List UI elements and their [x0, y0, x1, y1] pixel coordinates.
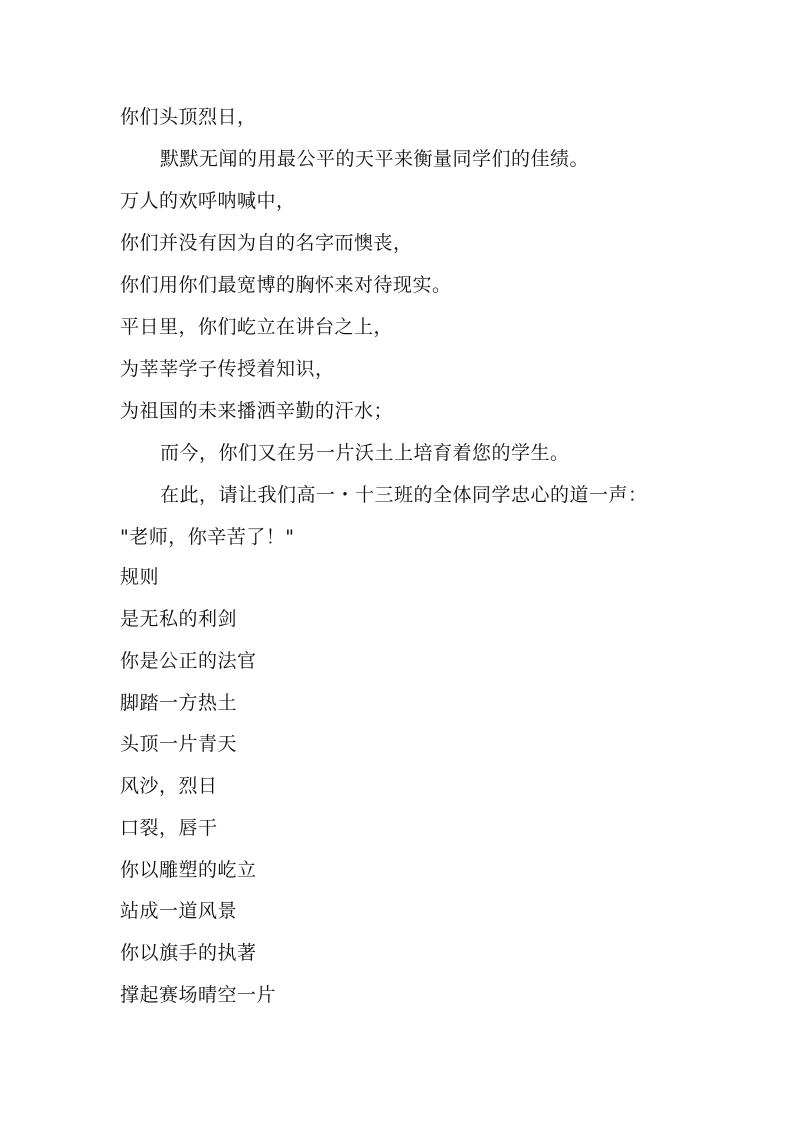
- text-line: 而今，你们又在另一片沃土上培育着您的学生。: [160, 442, 570, 464]
- text-line: 为祖国的未来播洒辛勤的汗水；: [120, 400, 394, 422]
- text-line: 你以旗手的执著: [120, 942, 257, 964]
- text-line: "老师，你辛苦了！": [120, 526, 295, 548]
- text-line: 万人的欢呼呐喊中，: [120, 190, 296, 212]
- text-line: 口裂，唇干: [120, 817, 218, 839]
- text-line: 规则: [120, 566, 160, 588]
- text-line: 你们用你们最宽博的胸怀来对待现实。: [120, 274, 452, 296]
- text-line: 脚踏一方热土: [120, 692, 238, 714]
- text-line: 站成一道风景: [120, 900, 238, 922]
- text-line: 平日里，你们屹立在讲台之上，: [120, 316, 394, 338]
- text-line: 为莘莘学子传授着知识，: [120, 358, 335, 380]
- text-line: 你们并没有因为自的名字而懊丧，: [120, 232, 413, 254]
- text-line: 默默无闻的用最公平的天平来衡量同学们的佳绩。: [160, 148, 590, 170]
- text-line: 你们头顶烈日，: [120, 106, 257, 128]
- text-line: 是无私的利剑: [120, 608, 238, 630]
- text-line: 在此，请让我们高一・十三班的全体同学忠心的道一声：: [160, 484, 648, 506]
- text-line: 头顶一片青天: [120, 733, 238, 755]
- text-line: 风沙，烈日: [120, 775, 218, 797]
- text-line: 你以雕塑的屹立: [120, 859, 257, 881]
- text-line: 撑起赛场晴空一片: [120, 984, 277, 1006]
- text-line: 你是公正的法官: [120, 650, 257, 672]
